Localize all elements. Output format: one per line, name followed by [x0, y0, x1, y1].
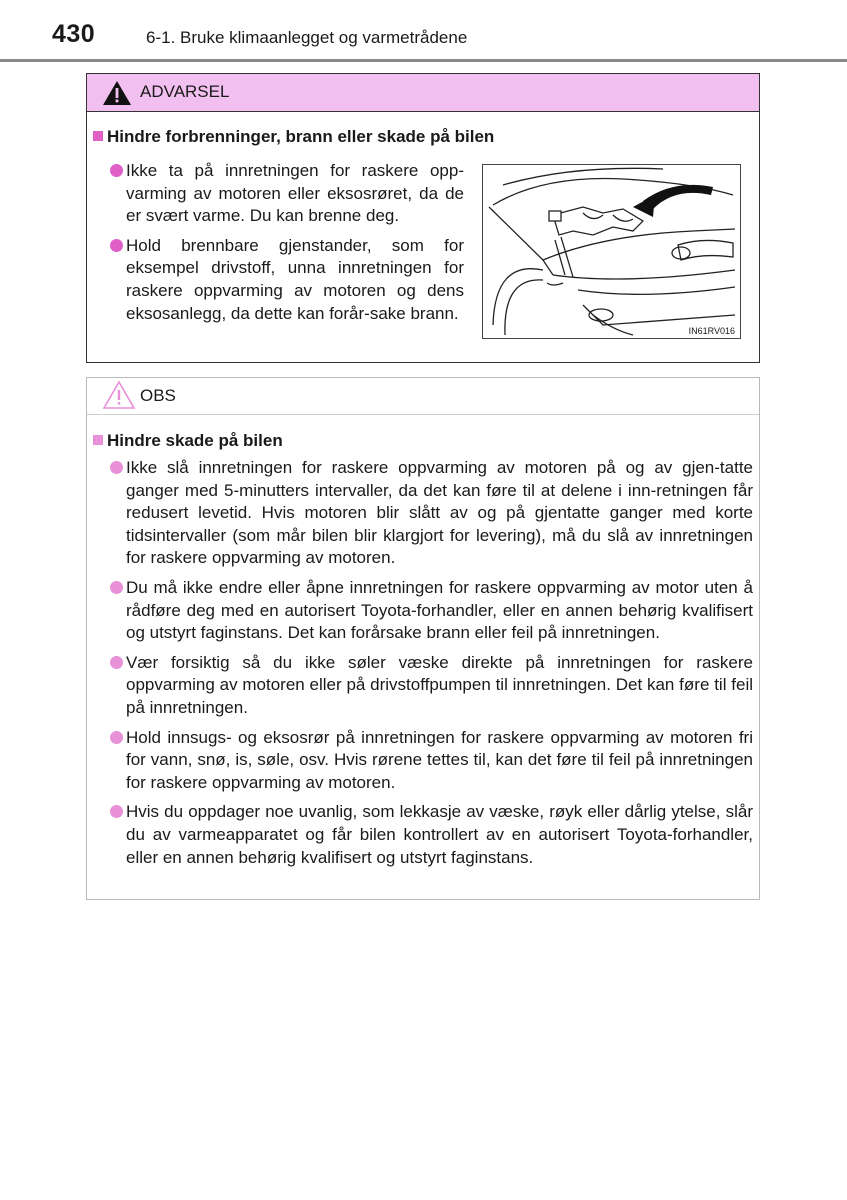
warning-subheading — [93, 127, 494, 147]
list-item: Hvis du oppdager noe uvanlig, som lekkasje av væske, røyk eller dårlig ytelse, slår du av varmeapparatet og får bilen kontrollert av en autorisert Toyota-forhandler, eller en annen behørig kvalifisert og utstyrt faginstans. — [110, 801, 753, 869]
page-number: 430 — [52, 20, 96, 48]
warning-triangle-icon — [102, 80, 132, 106]
list-item: Ikke slå innretningen for raskere oppvarming av motoren på og av gjen-tatte ganger med 5-minutters intervaller, da det kan føre til at delene i inn-retningen får redusert levetid. Hvis motoren blir slått av og på gjentatte ganger med korte tidsintervaller (som mår bilen blir klargjort for levering), må du slå av innretningen for raskere oppvarming av motoren. — [110, 457, 753, 570]
notice-title: OBS — [140, 386, 176, 405]
bullet-dot-icon — [110, 239, 123, 252]
section-title: 6-1. Bruke klimaanlegget og varmetrådene — [146, 28, 468, 47]
bullet-dot-icon — [110, 461, 123, 474]
car-front-drawing — [483, 165, 740, 338]
list-item: Hold innsugs- og eksosrør på innretningen for raskere oppvarming av motoren fri for vann, snø, is, søle, osv. Hvis rørene tettes til, kan det føre til feil på innretningen for raskere oppvarming av motoren. — [110, 727, 753, 795]
warning-title: ADVARSEL — [140, 82, 230, 101]
notice-box — [86, 377, 760, 900]
notice-header — [87, 378, 759, 415]
bullet-dot-icon — [110, 581, 123, 594]
warning-subheading-text: Hindre forbrenninger, brann eller skade på bilen — [107, 127, 495, 146]
caution-triangle-icon — [102, 380, 136, 410]
list-item: Hold brennbare gjenstander, som for eksempel drivstoff, unna innretningen for raskere oppvarming av motoren og dens eksosanlegg, da dette kan forår-sake brann. — [110, 235, 464, 325]
illustration-code: IN61RV016 — [688, 326, 735, 336]
bullet-dot-icon — [110, 805, 123, 818]
notice-subheading-text: Hindre skade på bilen — [107, 431, 283, 450]
bullet-dot-icon — [110, 656, 123, 669]
list-item: Ikke ta på innretningen for raskere opp-varming av motoren eller eksosrøret, da de er svært varme. Du kan brenne deg. — [110, 160, 464, 228]
notice-bullet-list — [110, 457, 753, 876]
square-bullet-icon — [93, 131, 103, 141]
warning-box — [86, 73, 760, 363]
header-divider — [0, 59, 847, 62]
car-front-illustration — [482, 164, 741, 339]
list-item: Du må ikke endre eller åpne innretningen for raskere oppvarming av motor uten å rådføre deg med en autorisert Toyota-forhandler, eller en annen behørig kvalifisert og utstyrt faginstans. Det kan forårsake brann eller feil på innretningen. — [110, 577, 753, 645]
notice-subheading — [93, 431, 283, 451]
warning-bullet-list — [110, 160, 464, 332]
bullet-dot-icon — [110, 731, 123, 744]
bullet-dot-icon — [110, 164, 123, 177]
square-bullet-icon — [93, 435, 103, 445]
warning-header — [87, 74, 759, 112]
list-item: Vær forsiktig så du ikke søler væske direkte på innretningen for raskere oppvarming av motoren eller på drivstoffpumpen til innretningen. Det kan føre til feil på innretningen. — [110, 652, 753, 720]
